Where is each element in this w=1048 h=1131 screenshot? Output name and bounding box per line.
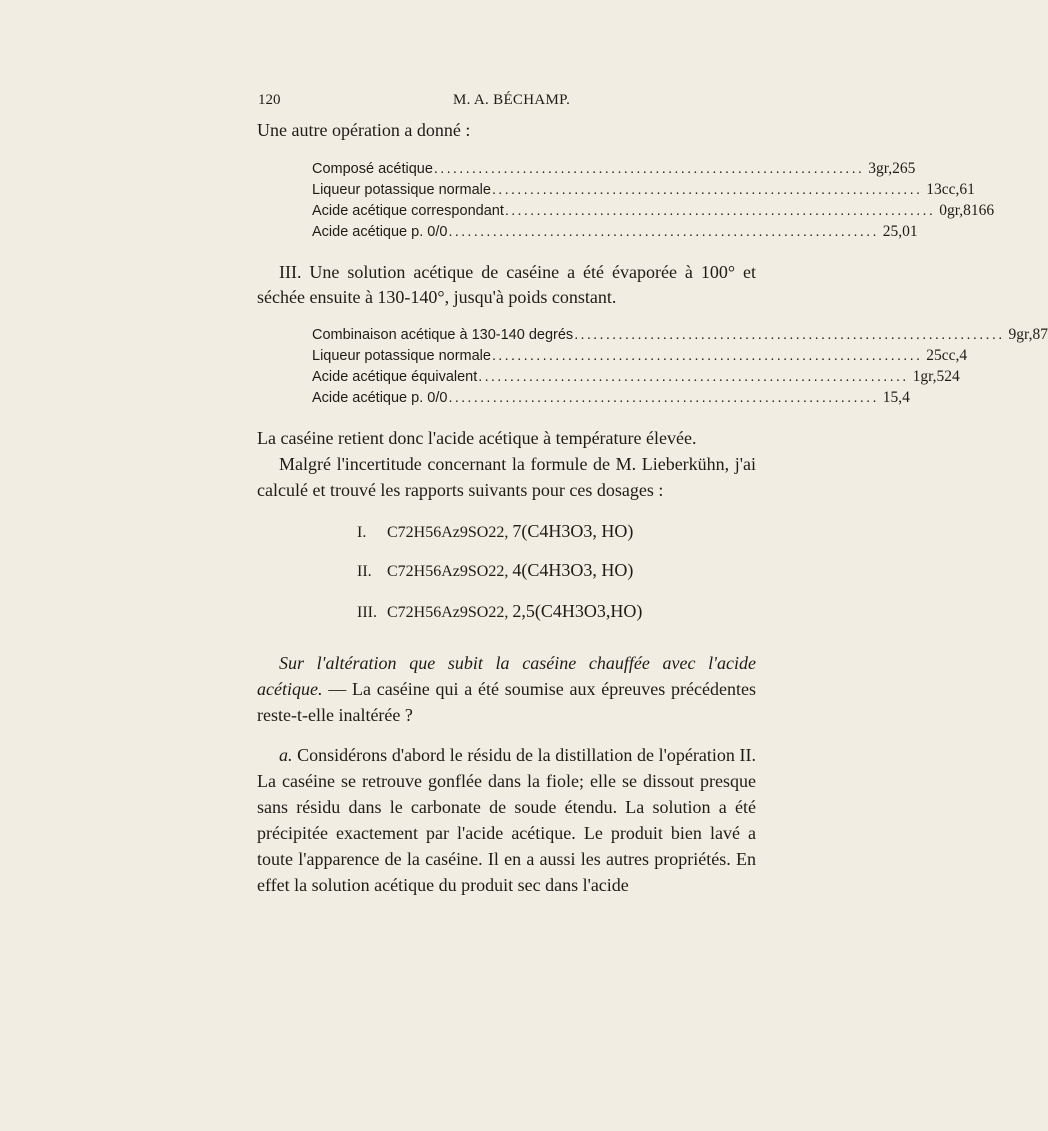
- table-row: [312, 387, 910, 408]
- results-table-1: [312, 158, 995, 242]
- formula-line: [357, 560, 633, 581]
- alteration-heading: Sur l'altération que subit la caséine chauffée avec l'acide acétique.: [257, 653, 756, 699]
- table-row: [312, 158, 916, 179]
- leader-dots: ....................................................................: [433, 161, 865, 177]
- formula-line: [357, 521, 633, 542]
- paragraph-a: [257, 742, 756, 898]
- formula-line: [357, 601, 642, 622]
- leader-dots: ....................................................................: [448, 390, 879, 406]
- table-row: [312, 345, 968, 366]
- row-value: 13cc,61: [926, 181, 975, 198]
- formula-numeral: I.: [357, 524, 367, 541]
- row-label: Combinaison acétique à 130-140 degrés: [312, 327, 574, 343]
- leader-dots: ....................................................................: [504, 203, 936, 219]
- row-value: 25cc,4: [926, 347, 968, 364]
- row-value: 0gr,8166: [939, 202, 995, 219]
- table-row: [312, 221, 918, 242]
- malgre-paragraph: Malgré l'incertitude concernant la formule de M. Lieberkühn, j'ai calculé et trouvé les rapports suivants pour ces dosages :: [257, 454, 756, 500]
- row-value: 15,4: [882, 389, 910, 406]
- row-label: Liqueur potassique normale: [312, 182, 491, 198]
- conclusion-line: La caséine retient donc l'acide acétique à température élevée.: [257, 428, 697, 448]
- row-value: 3gr,265: [868, 160, 916, 177]
- intro-line: Une autre opération a donné :: [257, 120, 471, 140]
- row-label: Acide acétique équivalent: [312, 369, 478, 385]
- table-row: [312, 200, 995, 221]
- page-number: 120: [258, 92, 281, 108]
- paragraph-a-text: Considérons d'abord le résidu de la distillation de l'opération II. La caséine se retrouve gonflée dans la fiole; elle se dissout presque sans résidu dans le carbonate de soude étendu. La solution a été précipitée exactement par l'acide acétique. Le produit bien lavé a toute l'apparence de la caséine. Il en a aussi les autres propriétés. En effet la solution acétique du produit sec dans l'acide: [257, 745, 756, 895]
- table-row: [312, 179, 975, 200]
- alteration-text: — La caséine qui a été soumise aux épreuves précédentes reste-t-elle inaltérée ?: [257, 679, 756, 725]
- formula-ratio: 7(C4H3O3, HO): [512, 521, 634, 541]
- row-label: Acide acétique p. 0/0: [312, 390, 448, 406]
- leader-dots: ....................................................................: [491, 348, 923, 364]
- row-value: 9gr,87: [1008, 326, 1048, 343]
- formula-ratio: 2,5(C4H3O3,HO): [512, 601, 643, 621]
- section-iii-paragraph: III. Une solution acétique de caséine a été évaporée à 100° et séchée ensuite à 130-140°, jusqu'à poids constant.: [257, 262, 756, 307]
- formula-ratio: 4(C4H3O3, HO): [512, 560, 634, 580]
- table-row: [312, 324, 1048, 345]
- formula-base: C72H56Az9SO22,: [387, 604, 509, 621]
- row-label: Composé acétique: [312, 161, 433, 177]
- running-header: [258, 92, 572, 116]
- formula-numeral: III.: [357, 604, 377, 621]
- row-value: 1gr,524: [912, 368, 960, 385]
- leader-dots: ....................................................................: [491, 182, 923, 198]
- row-label: Acide acétique correspondant: [312, 203, 504, 219]
- running-title: M. A. BÉCHAMP.: [453, 92, 571, 108]
- formula-numeral: II.: [357, 563, 372, 580]
- leader-dots: ....................................................................: [574, 327, 1005, 343]
- table-row: [312, 366, 960, 387]
- formula-base: C72H56Az9SO22,: [387, 524, 509, 541]
- paragraph-a-label: a.: [279, 745, 293, 765]
- row-value: 25,01: [882, 223, 918, 240]
- leader-dots: ....................................................................: [478, 369, 909, 385]
- alteration-paragraph: [257, 650, 756, 728]
- row-label: Acide acétique p. 0/0: [312, 224, 448, 240]
- results-table-2: [312, 324, 1048, 408]
- row-label: Liqueur potassique normale: [312, 348, 491, 364]
- leader-dots: ....................................................................: [448, 224, 879, 240]
- formula-base: C72H56Az9SO22,: [387, 563, 509, 580]
